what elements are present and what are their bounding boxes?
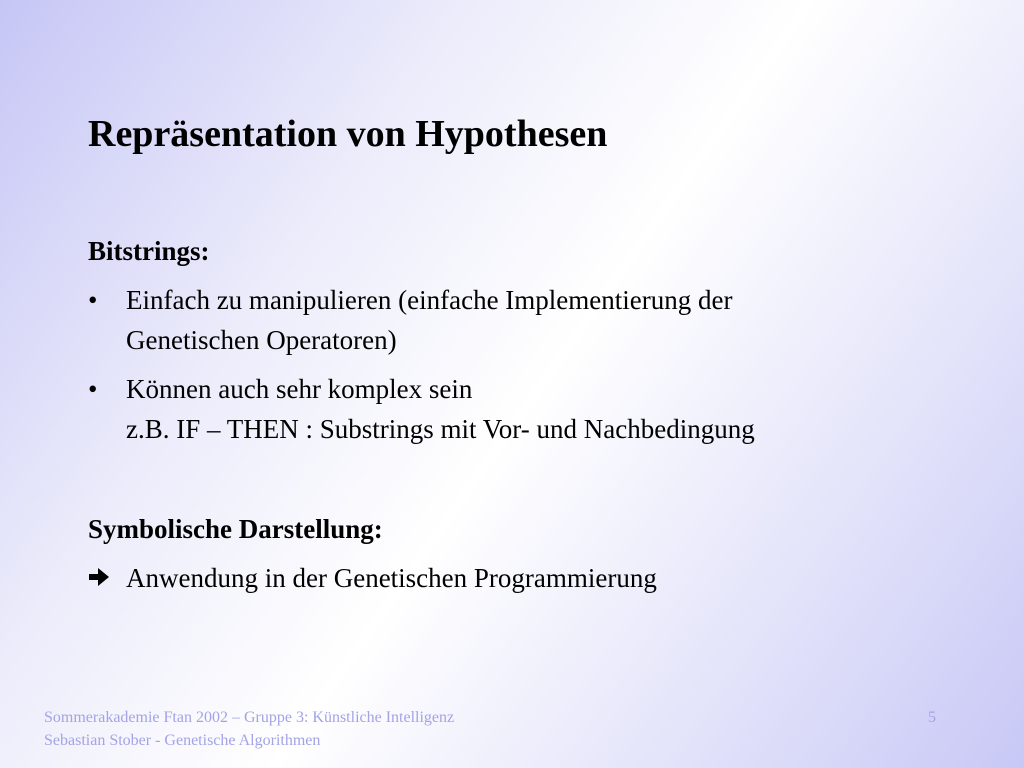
footer-line-event: Sommerakademie Ftan 2002 – Gruppe 3: Künstliche Intelligenz <box>44 709 455 726</box>
page-number: 5 <box>928 709 936 726</box>
bullet-text-line: Anwendung in der Genetischen Programmierung <box>126 563 657 593</box>
bullet-item <box>88 280 988 360</box>
bullet-text-line: Genetischen Operatoren) <box>126 325 397 355</box>
bullet-item <box>88 558 988 598</box>
footer-line-author: Sebastian Stober - Genetische Algorithmen <box>44 732 321 749</box>
bullet-text-line: Können auch sehr komplex sein <box>126 374 473 404</box>
section-heading-symbolische-darstellung: Symbolische Darstellung: <box>88 514 383 544</box>
slide-title: Repräsentation von Hypothesen <box>88 113 608 155</box>
arrow-right-icon <box>88 558 110 598</box>
bullet-marker: • <box>88 374 98 404</box>
bullet-text-line: Einfach zu manipulieren (einfache Implementierung der <box>126 285 733 315</box>
footer <box>44 706 454 752</box>
bullet-text-line: z.B. IF – THEN : Substrings mit Vor- und Nachbedingung <box>126 414 755 444</box>
section-heading-bitstrings: Bitstrings: <box>88 236 210 266</box>
bullet-marker: • <box>88 285 98 315</box>
bullet-item <box>88 369 988 449</box>
